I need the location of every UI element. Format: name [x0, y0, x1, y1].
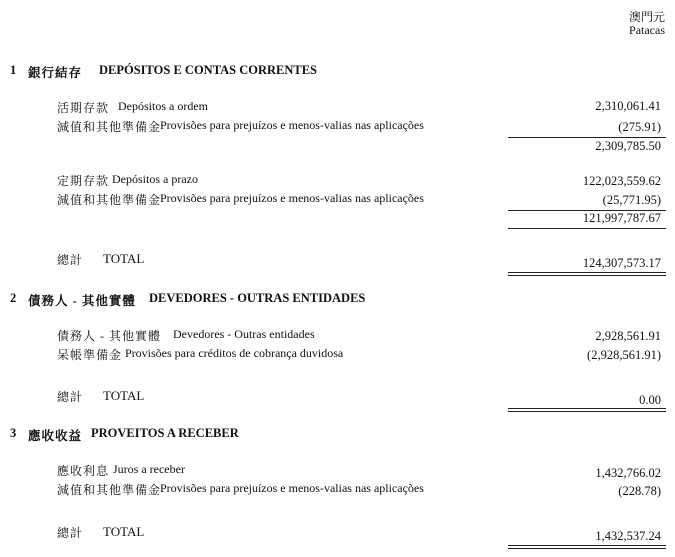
- s2-total-label: TOTAL: [103, 388, 145, 403]
- section-2-title-pt: DEVEDORES - OUTRAS ENTIDADES: [149, 291, 366, 305]
- s1-row4-amount: (25,771.95): [602, 193, 661, 207]
- s2-row2-zh: 呆帳準備金: [57, 348, 123, 362]
- s3-total-label: TOTAL: [103, 524, 145, 539]
- s1-total-zh: 總計: [57, 253, 84, 267]
- s1-row3-pt: Depósitos a prazo: [112, 172, 198, 186]
- s1-row1-zh: 活期存款: [57, 101, 110, 115]
- s1-row2-amount: (275.91): [618, 120, 661, 134]
- s1-subtotal-rule-1: [508, 137, 666, 138]
- s2-row1-zh: 債務人 - 其他實體: [57, 329, 161, 343]
- s3-total-zh: 總計: [57, 526, 84, 540]
- s1-total-double-rule: [508, 272, 666, 276]
- s1-row4-pt: Provisões para prejuízos e menos-valias nas aplicações: [160, 191, 424, 205]
- s1-total-amount: 124,307,573.17: [582, 256, 661, 270]
- s2-row1-amount: 2,928,561.91: [595, 329, 661, 343]
- s1-row3-zh: 定期存款: [57, 174, 110, 188]
- s1-subtotal-1: 2,309,785.50: [595, 139, 661, 153]
- s3-row1-amount: 1,432,766.02: [595, 466, 661, 480]
- s3-row2-pt: Provisões para prejuízos e menos-valias nas aplicações: [160, 481, 424, 495]
- s1-row1-pt: Depósitos a ordem: [118, 99, 208, 113]
- s3-total-amount: 1,432,537.24: [595, 529, 661, 543]
- section-2-number: 2: [10, 291, 17, 305]
- s2-row1-pt: Devedores - Outras entidades: [173, 327, 315, 341]
- currency-label-pt: Patacas: [629, 23, 665, 37]
- s1-subtotal-2: 121,997,787.67: [582, 211, 661, 225]
- s3-row2-zh: 減值和其他準備金: [57, 483, 162, 497]
- s3-row1-pt: Juros a receber: [113, 462, 185, 476]
- section-1-title-pt: DEPÓSITOS E CONTAS CORRENTES: [99, 63, 317, 77]
- s2-total-amount: 0.00: [639, 393, 661, 407]
- section-3-title-zh: 應收收益: [28, 429, 83, 443]
- s1-row4-zh: 減值和其他準備金: [57, 193, 162, 207]
- s2-row2-pt: Provisões para créditos de cobrança duvidosa: [125, 346, 344, 360]
- s3-total-double-rule: [508, 545, 666, 549]
- s1-row3-amount: 122,023,559.62: [582, 174, 661, 188]
- s3-row1-zh: 應收利息: [57, 464, 110, 478]
- s2-total-double-rule: [508, 408, 666, 412]
- currency-label-zh: 澳門元: [628, 10, 665, 24]
- section-2-title-zh: 債務人 - 其他實體: [28, 294, 136, 308]
- s2-total-zh: 總計: [57, 390, 84, 404]
- section-1-number: 1: [10, 63, 17, 77]
- section-3-number: 3: [10, 426, 17, 440]
- s1-total-label: TOTAL: [103, 251, 145, 266]
- s3-row2-amount: (228.78): [618, 484, 661, 498]
- section-3-title-pt: PROVEITOS A RECEBER: [91, 426, 239, 440]
- s1-subtotal-rule-3: [508, 228, 666, 229]
- s2-row2-amount: (2,928,561.91): [587, 348, 661, 362]
- s1-row1-amount: 2,310,061.41: [595, 99, 661, 113]
- s1-row2-zh: 減值和其他準備金: [57, 120, 162, 134]
- s1-row2-pt: Provisões para prejuízos e menos-valias nas aplicações: [160, 118, 424, 132]
- section-1-title-zh: 銀行結存: [28, 66, 83, 80]
